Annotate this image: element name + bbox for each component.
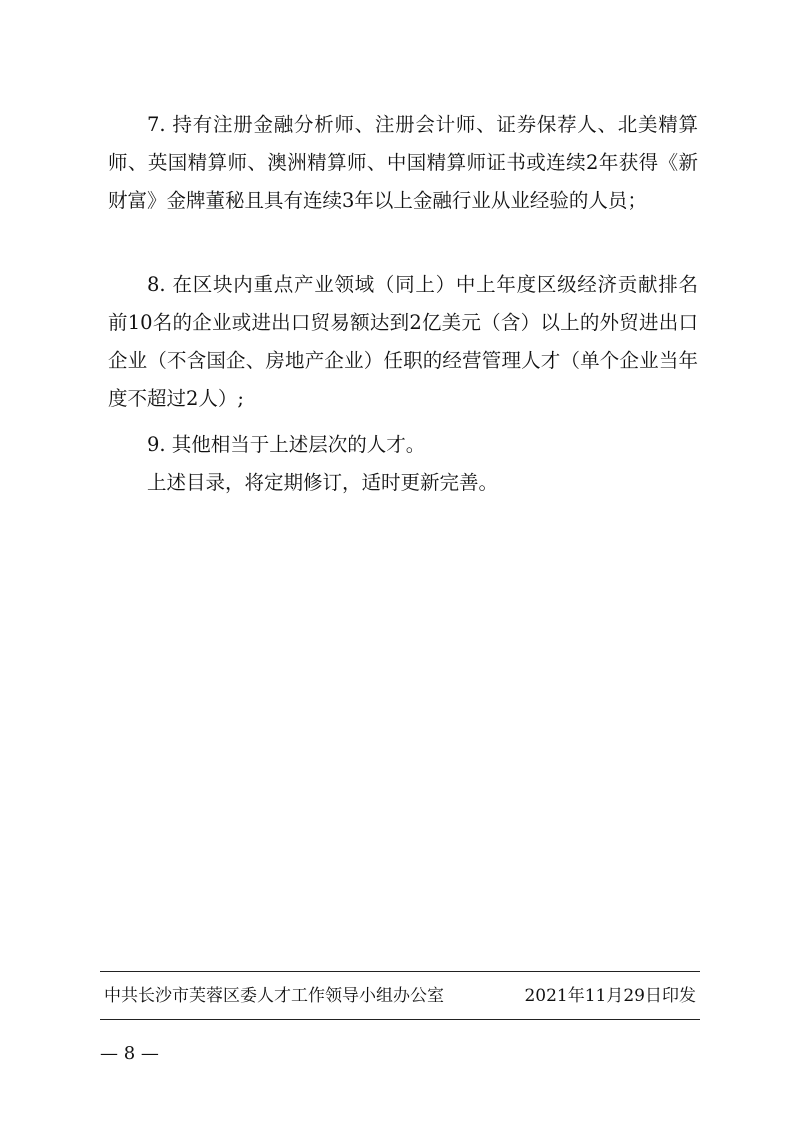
- footer-bottom-rule: [100, 1019, 700, 1020]
- paragraph-item-9: 9. 其他相当于上述层次的人才。: [147, 433, 426, 456]
- closing-paragraph: 上述目录，将定期修订，适时更新完善。: [147, 471, 499, 494]
- issue-date: 2021年11月29日印发: [524, 986, 696, 1006]
- issuer-name: 中共长沙市芙蓉区委人才工作领导小组办公室: [104, 986, 444, 1006]
- paragraph-item-8: 8. 在区块内重点产业领域（同上）中上年度区级经济贡献排名前10名的企业或进出口贸易额达到2亿美元（含）以上的外贸进出口企业（不含国企、房地产企业）任职的经营管理人才（单个企业当年度不超过2人）;: [108, 273, 698, 410]
- paragraph-item-7: 7. 持有注册金融分析师、注册会计师、证券保荐人、北美精算师、英国精算师、澳洲精算师、中国精算师证书或连续2年获得《新财富》金牌董秘且具有连续3年以上金融行业从业经验的人员；: [108, 113, 698, 212]
- page-number: — 8 —: [100, 1043, 159, 1064]
- issuance-footer: [104, 983, 696, 1009]
- footer-top-rule: [100, 971, 700, 972]
